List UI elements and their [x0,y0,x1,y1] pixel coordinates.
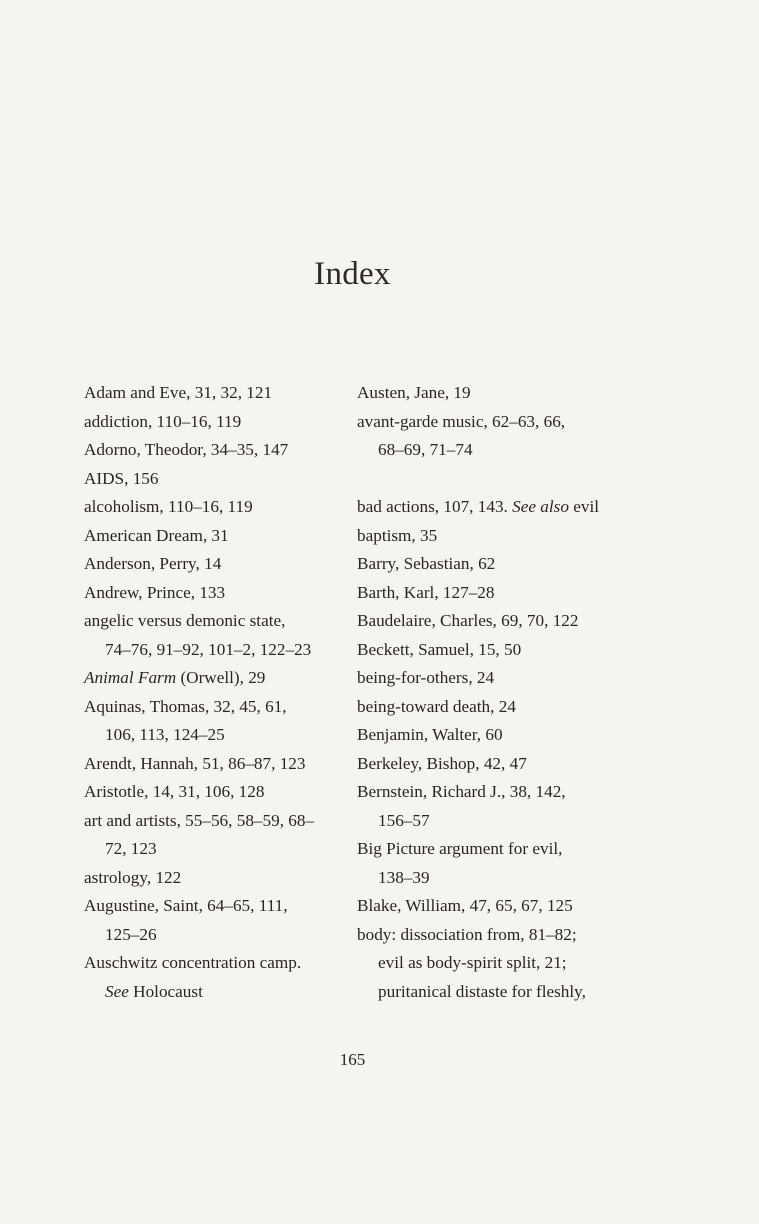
entry-text: evil [568,497,600,516]
index-entry [357,750,652,779]
entry-line: Auschwitz concentration camp. [84,953,302,972]
entry-text: bad actions, 107, 143. [357,497,513,516]
index-entry [84,550,354,579]
entry-line: AIDS, 156 [84,468,159,488]
entry-line: angelic versus demonic state, [84,611,286,630]
cross-reference: See also [512,497,569,516]
index-column-right [357,379,652,1006]
entry-line-continued: evil as body-spirit split, 21; [378,953,567,972]
index-column-left [84,379,354,1006]
entry-text: Holocaust [128,981,203,1001]
index-entry [357,921,652,1007]
entry-line: body: dissociation from, 81–82; [357,924,577,944]
entry-line: Barry, Sebastian, 62 [357,554,496,573]
index-entry [357,778,652,835]
entry-line: Aristotle, 14, 31, 106, 128 [84,782,265,801]
entry-line: Baudelaire, Charles, 69, 70, 122 [357,611,579,630]
index-entry [84,778,354,807]
index-entry [357,835,652,892]
entry-text: (Orwell), 29 [176,668,266,687]
entry-line: Andrew, Prince, 133 [84,582,226,602]
index-entry [84,522,354,551]
entry-title-italic: Animal Farm [84,668,177,687]
index-entry [84,579,354,608]
cross-reference: See [105,981,129,1001]
entry-line [357,493,652,522]
entry-line: Augustine, Saint, 64–65, 111, [84,896,288,915]
entry-line: avant-garde music, 62–63, 66, [357,411,566,431]
entry-line: Adam and Eve, 31, 32, 121 [84,383,273,402]
index-entry [84,607,354,664]
entry-line: Big Picture argument for evil, [357,839,563,858]
index-entry [357,408,652,465]
entry-line: Beckett, Samuel, 15, 50 [357,639,522,659]
entry-line: Bernstein, Richard J., 38, 142, [357,782,566,801]
page-title: Index [314,256,391,292]
entry-line: Barth, Karl, 127–28 [357,582,495,602]
entry-line-continued: 138–39 [378,867,430,887]
entry-line: Arendt, Hannah, 51, 86–87, 123 [84,753,306,773]
entry-line-continued: puritanical distaste for fleshly, [378,981,586,1001]
index-entry [84,693,354,750]
index-entry [84,750,354,779]
entry-line: art and artists, 55–56, 58–59, 68– [84,810,315,830]
index-entry [357,636,652,665]
index-entry [84,436,354,465]
entry-gap [357,465,652,494]
index-entry [84,864,354,893]
entry-line-continued: 74–76, 91–92, 101–2, 122–23 [105,639,312,659]
entry-line: being-toward death, 24 [357,696,516,716]
entry-line: Berkeley, Bishop, 42, 47 [357,753,527,773]
entry-line-continued: 72, 123 [105,839,157,858]
entry-line: Aquinas, Thomas, 32, 45, 61, [84,696,287,716]
index-entry [84,408,354,437]
entry-line: astrology, 122 [84,867,182,887]
entry-line-continued [84,978,354,1007]
index-entry [84,465,354,494]
index-entry [357,607,652,636]
entry-line: Austen, Jane, 19 [357,383,471,402]
page-number: 165 [339,1050,366,1069]
entry-line: alcoholism, 110–16, 119 [84,497,253,516]
index-entry [357,493,652,522]
index-entry [357,522,652,551]
index-entry [357,892,652,921]
entry-line-continued: 106, 113, 124–25 [105,725,225,744]
index-entry [84,949,354,1006]
index-entry [357,579,652,608]
entry-line [84,664,354,693]
index-entry [84,664,354,693]
index-entry [84,493,354,522]
index-entry [357,550,652,579]
entry-line-continued: 68–69, 71–74 [378,440,473,459]
entry-line-continued: 125–26 [105,924,157,944]
index-entry [84,379,354,408]
entry-line: Benjamin, Walter, 60 [357,725,503,744]
index-entry [84,807,354,864]
index-entry [357,379,652,408]
index-entry [84,892,354,949]
entry-line-continued: 156–57 [378,810,430,830]
entry-line: American Dream, 31 [84,525,229,545]
index-entry [357,693,652,722]
entry-line: baptism, 35 [357,525,438,545]
index-entry [357,664,652,693]
index-entry [357,721,652,750]
entry-line: addiction, 110–16, 119 [84,411,242,431]
entry-line: being-for-others, 24 [357,668,495,687]
entry-line: Adorno, Theodor, 34–35, 147 [84,440,289,459]
entry-line: Anderson, Perry, 14 [84,554,222,573]
entry-line: Blake, William, 47, 65, 67, 125 [357,896,573,915]
